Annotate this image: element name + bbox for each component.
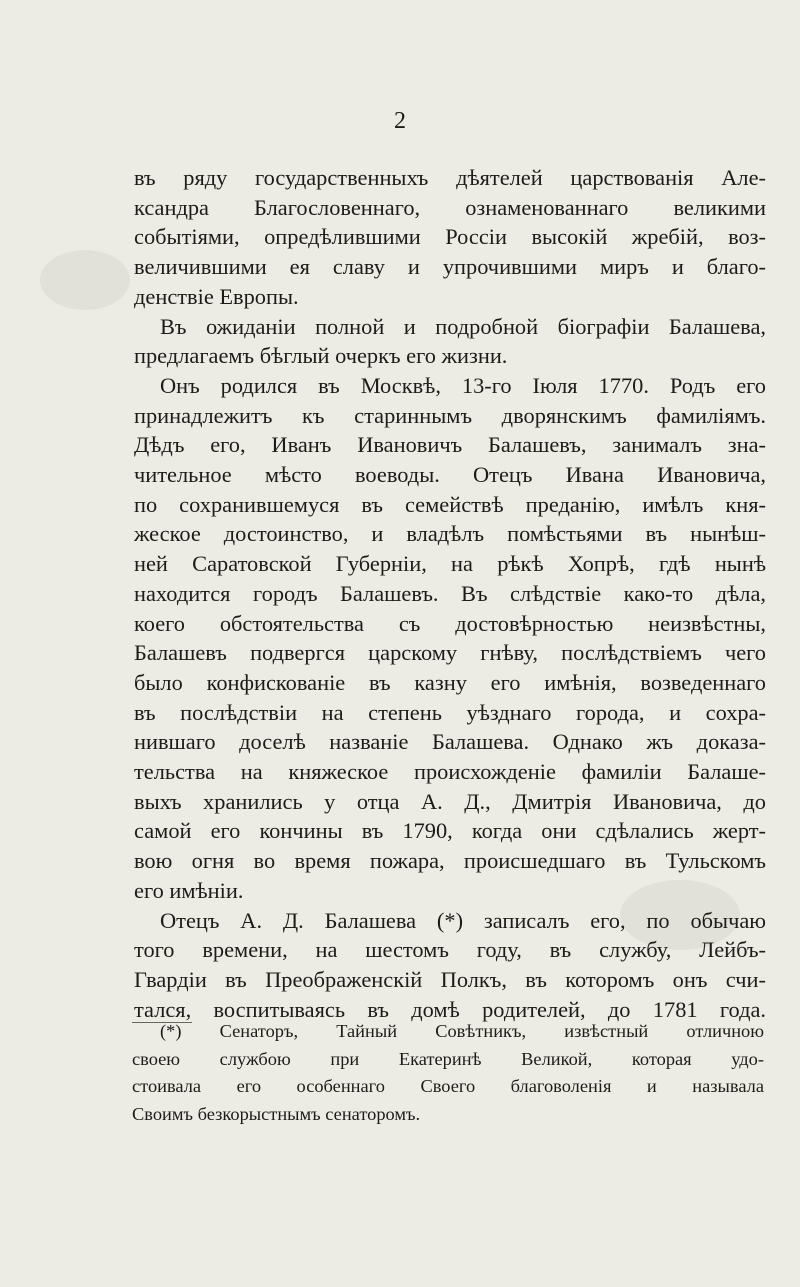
text-line: принадлежитъ къ стариннымъ дворянскимъ фамиліямъ.	[134, 402, 766, 428]
text-line: выхъ хранились у отца А. Д., Дмитрія Ивановича, до	[134, 788, 766, 814]
text-line: по сохранившемуся въ семействѣ преданію, имѣлъ кня-	[134, 491, 766, 517]
text-line: ней Саратовской Губерніи, на рѣкѣ Хопрѣ, гдѣ нынѣ	[134, 551, 766, 577]
text-line: чительное мѣсто воеводы. Отецъ Ивана Ивановича,	[134, 462, 766, 488]
footnote-line: (*) Сенаторъ, Тайный Совѣтникъ, извѣстный отличною	[160, 1021, 764, 1041]
text-line: самой его кончины въ 1790, когда они сдѣлались жерт-	[134, 818, 766, 844]
text-line: Гвардіи въ Преображенскій Полкъ, въ которомъ онъ счи-	[134, 966, 766, 992]
text-line: его имѣніи.	[134, 877, 244, 903]
text-line: было конфискованіе въ казну его имѣнія, возведеннаго	[134, 669, 766, 695]
text-line: жеское достоинство, и владѣлъ помѣстьями въ нынѣш-	[134, 521, 766, 547]
text-line: находится городъ Балашевъ. Въ слѣдствіе како-то дѣла,	[134, 580, 766, 606]
text-line: событіями, опредѣлившими Россіи высокій жребій, воз-	[134, 224, 766, 250]
page-number: 2	[394, 108, 406, 134]
footnote	[132, 1018, 764, 1128]
text-line: денствіе Европы.	[134, 283, 299, 309]
text-line: Въ ожиданіи полной и подробной біографіи Балашева,	[160, 313, 766, 339]
text-line: вою огня во время пожара, происшедшаго въ Тульскомъ	[134, 848, 766, 874]
body-text	[134, 163, 766, 1024]
text-line: Отецъ А. Д. Балашева (*) записалъ его, по обычаю	[160, 907, 766, 933]
text-line: того времени, на шестомъ году, въ службу, Лейбъ-	[134, 937, 766, 963]
text-line: предлагаемъ бѣглый очеркъ его жизни.	[134, 343, 508, 369]
text-line: тельства на княжеское происхожденіе фамиліи Балаше-	[134, 759, 766, 785]
text-line: коего обстоятельства съ достовѣрностью неизвѣстны,	[134, 610, 766, 636]
text-line: нившаго доселѣ названіе Балашева. Однако жъ доказа-	[134, 729, 766, 755]
text-line: въ послѣдствіи на степень уѣзднаго города, и сохра-	[134, 699, 766, 725]
text-line: тался, воспитываясь въ домѣ родителей, до 1781 года.	[134, 996, 766, 1022]
paper-stain	[40, 250, 130, 310]
text-line: ксандра Благословеннаго, ознаменованнаго великими	[134, 194, 766, 220]
footnote-line: своею службою при Екатеринѣ Великой, которая удо-	[132, 1048, 764, 1069]
text-line: Онъ родился въ Москвѣ, 13-го Іюля 1770. Родъ его	[160, 372, 766, 398]
text-line: Дѣдъ его, Иванъ Ивановичъ Балашевъ, занималъ зна-	[134, 432, 766, 458]
footnote-line: стоивала его особеннаго Своего благоволенія и называла	[132, 1076, 764, 1096]
text-line: величившими ея славу и упрочившими миръ и благо-	[134, 254, 766, 280]
text-line: въ ряду государственныхъ дѣятелей царствованія Але-	[134, 165, 766, 190]
text-line: Балашевъ подвергся царскому гнѣву, послѣдствіемъ чего	[134, 640, 766, 666]
footnote-line: Своимъ безкорыстнымъ сенаторомъ.	[132, 1103, 421, 1124]
